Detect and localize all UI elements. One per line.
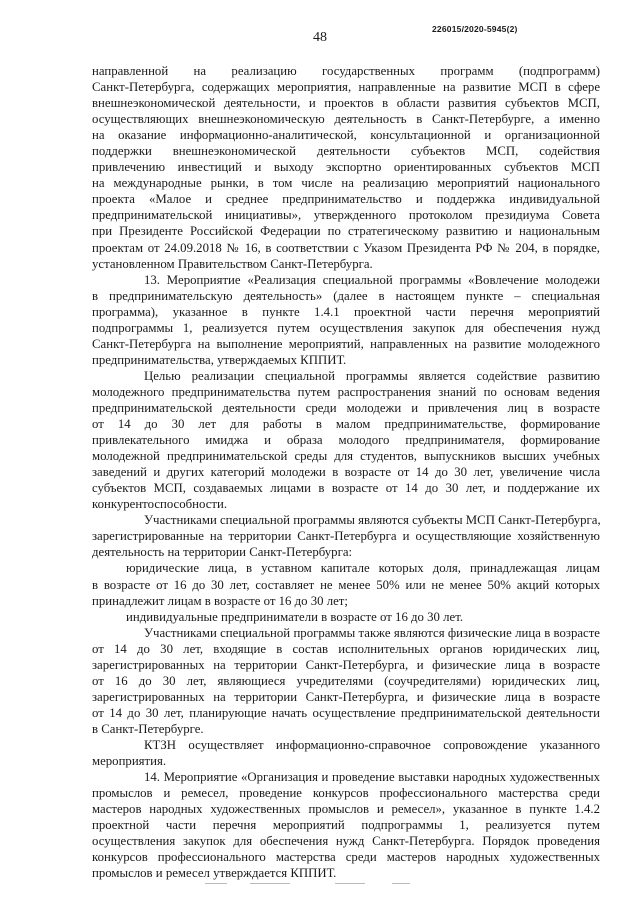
text-line: 13. Мероприятие «Реализация специальной программы «Вовлечение молодежи [144,272,600,287]
text-line: промыслов и ремесел утверждается КППИТ. [92,866,337,881]
text-line: проектам от 24.09.2018 № 16, в соответствии с Указом Президента РФ № 204, в порядке, [92,240,600,255]
text-line: конкурентоспособности. [92,497,228,512]
text-line: программа), указанное в пункте 1.4.1 проектной части перечня мероприятий [92,304,600,319]
text-line: конкурсов профессионального мастерства среди мастеров народных художественных [92,850,600,865]
scan-bottom-mark [0,880,640,890]
text-line: проектной части перечня мероприятий подпрограммы 1, реализуется путем [92,818,600,833]
text-line: в предпринимательскую деятельность» (далее в настоящем пункте – специальная [92,288,600,303]
text-line: при Президенте Российской Федерации по стратегическому развитию и национальным [92,224,600,239]
text-line: мероприятия. [92,754,167,769]
text-line: предпринимательства, утверждаемых КППИТ. [92,352,347,367]
text-line: Участниками специальной программы также являются физические лица в возрасте [144,625,600,640]
text-line: Участниками специальной программы являются субъекты МСП Санкт-Петербурга, [144,513,601,528]
text-line: на оказание информационно-аналитической, консультационной и организационной [92,128,600,143]
page-number: 48 [313,30,327,45]
text-line: субъектов МСП, создаваемых лицами в возрасте от 14 до 30 лет, и поддержание их [92,481,600,496]
text-line: мастеров народных художественных промыслов и ремесел», указанное в пункте 1.4.2 [92,802,600,817]
text-line: Санкт-Петербурга, содержащих мероприятия, направленные на развитие МСП в сфере [92,80,600,95]
text-line: зарегистрированные на территории Санкт-Петербурга и осуществляющие хозяйственную [92,529,600,544]
text-line: индивидуальные предприниматели в возрасте от 16 до 30 лет. [126,609,464,624]
text-line: заведений и других категорий молодежи в возрасте от 14 до 30 лет, увеличение числа [92,465,600,480]
text-line: юридические лица, в уставном капитале которых доля, принадлежащая лицам [126,561,600,576]
text-line: внешнеэкономической деятельности, и проектов в области развития субъектов МСП, [92,96,600,111]
text-line: от 14 до 30 лет, планирующие начать осуществление предпринимательской деятельности [92,705,600,720]
text-line: установленном Правительством Санкт-Петербурга. [92,256,373,271]
document-registration-number: 226015/2020-5945(2) [432,24,518,34]
text-line: привлекательного имиджа и образа молодого предпринимателя, формирование [92,433,600,448]
text-line: от 14 до 30 лет для работы в малом предпринимательстве, формирование [92,417,600,432]
text-line: в возрасте от 16 до 30 лет, составляет не менее 50% или не менее 50% акций которых [92,577,600,592]
text-line: молодежной предпринимательской среды для студентов, выпускников высших учебных [92,449,600,464]
text-line: на международные рынки, в том числе на реализацию мероприятий национального [92,176,600,191]
text-line: деятельность на территории Санкт-Петербурга: [92,545,353,560]
text-line: от 16 до 30 лет, являющиеся учредителями (соучредителями) юридических лиц, [92,673,600,688]
text-line: предпринимательской инициативы», утвержденного протоколом президиума Совета [92,208,600,223]
text-line: зарегистрированных на территории Санкт-Петербурга, и физические лица в возрасте [92,657,600,672]
text-line: зарегистрированных на территории Санкт-Петербурга, и физические лица в возрасте [92,689,600,704]
text-line: молодежного предпринимательства путем распространения знаний по основам ведения [92,384,600,399]
text-line: от 14 до 30 лет, входящие в состав исполнительных органов юридических лиц, [92,641,600,656]
text-line: поддержки внешнеэкономической деятельности субъектов МСП, содействия [92,144,600,159]
text-line: осуществляющих внешнеэкономическую деятельность в Санкт-Петербурге, а именно [92,112,600,127]
text-line: промыслов и ремесел, проведение конкурсов профессионального мастерства среди [92,786,600,801]
text-line: привлечению инвестиций и выходу экспортно ориентированных субъектов МСП [92,160,600,175]
text-line: предпринимательской деятельности среди молодежи и привлечения лиц в возрасте [92,400,600,415]
text-line: осуществления закупок для обеспечения нужд Санкт-Петербурга. Порядок проведения [92,834,600,849]
text-line: в Санкт-Петербурге. [92,721,204,736]
document-body [92,63,600,881]
text-line: подпрограммы 1, реализуется путем осуществления закупок для обеспечения нужд [92,320,600,335]
text-line: Целью реализации специальной программы является содействие развитию [144,368,600,383]
text-line: направленной на реализацию государственных программ (подпрограмм) [92,64,600,78]
text-line: принадлежит лицам в возрасте от 16 до 30 лет; [92,593,348,608]
text-line: проекта «Малое и среднее предпринимательство и поддержка индивидуальной [92,192,600,207]
text-line: 14. Мероприятие «Организация и проведение выставки народных художественных [144,770,600,785]
text-line: Санкт-Петербурга на выполнение мероприятий, направленных на развитие молодежного [92,336,600,351]
text-line: КТЗН осуществляет информационно-справочное сопровождение указанного [144,737,600,752]
